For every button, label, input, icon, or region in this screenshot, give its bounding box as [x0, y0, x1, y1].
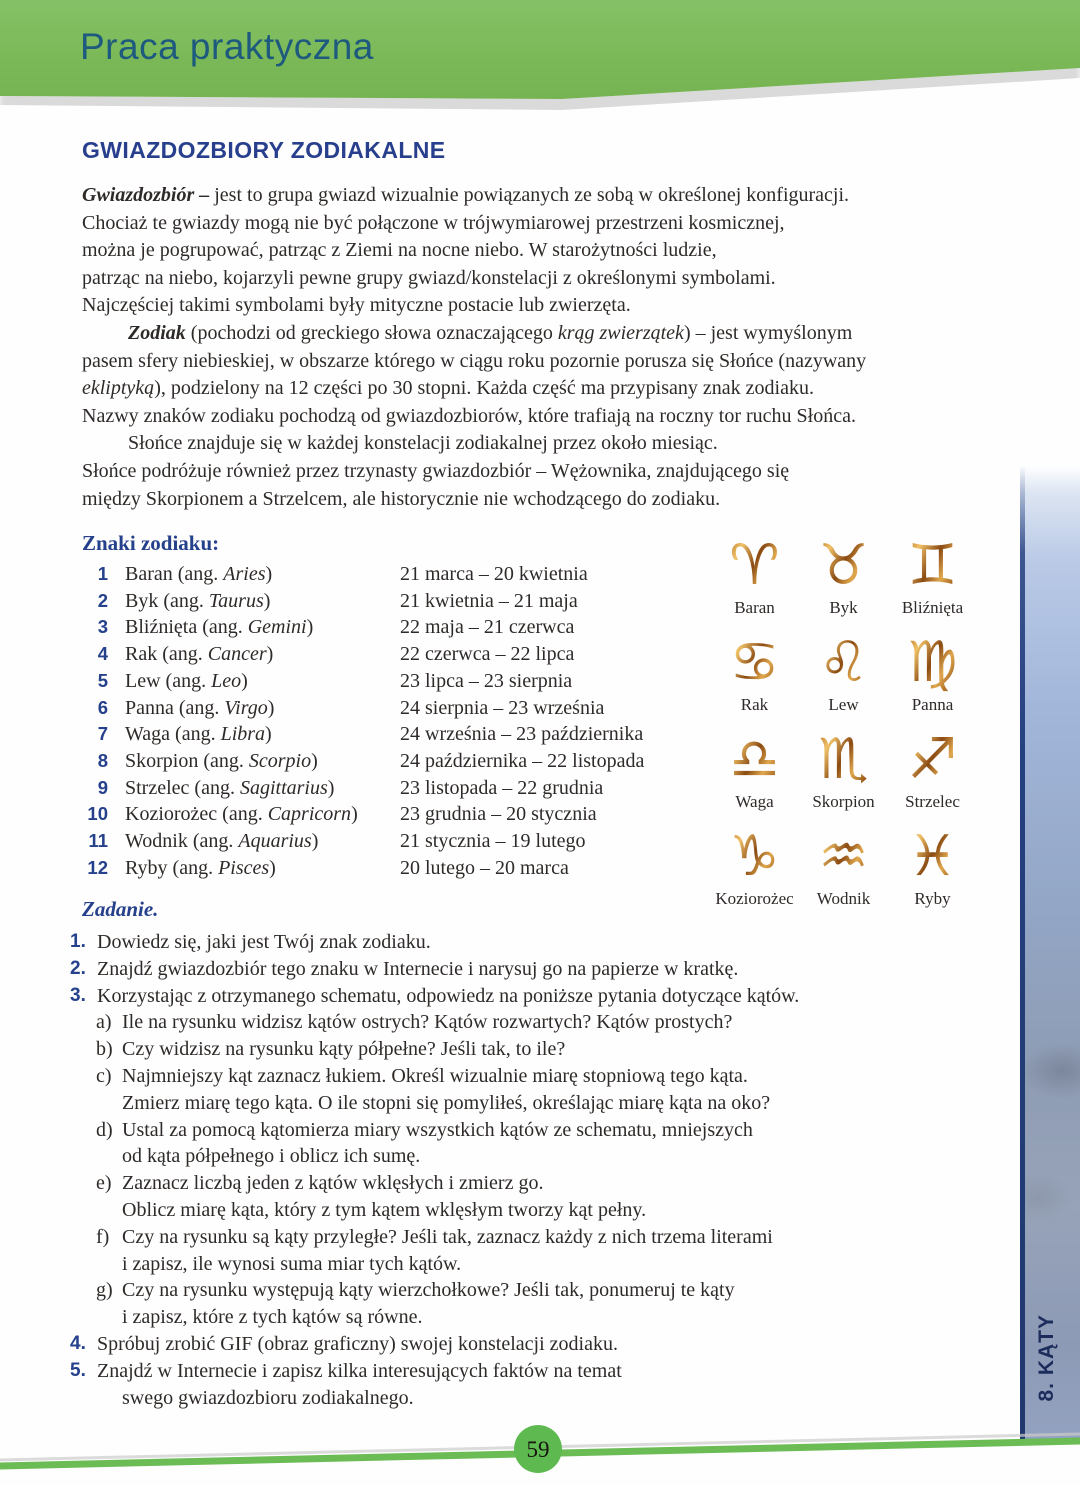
- sign-english-name: Scorpio: [248, 749, 312, 772]
- sign-date-range: 21 stycznia – 19 lutego: [400, 830, 586, 853]
- sign-name: Byk (ang. Taurus): [125, 589, 271, 612]
- task-list: [70, 929, 1010, 1411]
- text-line: [82, 292, 982, 320]
- sign-date-range: 20 lutego – 20 marca: [400, 856, 569, 879]
- sign-date-range: 21 kwietnia – 21 maja: [400, 589, 578, 612]
- task-item: [70, 1063, 1010, 1090]
- text-segment: można je pogrupować, patrząc z Ziemi na nocne niebo. W starożytności ludzie,: [82, 239, 717, 262]
- task-text: Oblicz miarę kąta, który z tym kątem wklęsłym tworzy kąt pełny.: [122, 1198, 647, 1221]
- task-item-continuation: [70, 1197, 1010, 1224]
- sign-row: [70, 748, 710, 775]
- task-text: Czy widzisz na rysunku kąty półpełne? Jeśli tak, to ile?: [122, 1038, 566, 1061]
- task-text: Korzystając z otrzymanego schematu, odpowiedz na poniższe pytania dotyczące kątów.: [97, 984, 800, 1007]
- task-item: [70, 1331, 1010, 1358]
- zodiac-cell-label: Bliźnięta: [901, 598, 964, 617]
- sign-date-range: 21 marca – 20 kwietnia: [400, 563, 588, 585]
- task-item: [70, 1170, 1010, 1197]
- text-segment: krąg zwierzątek: [557, 321, 684, 344]
- task-item-continuation: [70, 1304, 1010, 1331]
- task-text: i zapisz, które z tych kątów są równe.: [122, 1306, 423, 1329]
- zodiac-cell: [888, 714, 977, 811]
- task-marker: 5.: [70, 1359, 86, 1381]
- aquarius-symbol-icon: ♒: [818, 824, 869, 889]
- task-marker: 3.: [70, 984, 86, 1006]
- sign-name: Baran (ang. Aries): [125, 563, 273, 585]
- cancer-symbol-icon: ♋: [729, 630, 780, 695]
- sagittarius-symbol-icon: ♐: [907, 727, 958, 792]
- task-item: [70, 956, 1010, 983]
- sign-row: [70, 641, 710, 668]
- sign-english-name: Capricorn: [267, 803, 352, 826]
- page-header-title: Praca praktyczna: [80, 26, 374, 67]
- sign-date-range: 23 listopada – 22 grudnia: [400, 776, 604, 799]
- text-segment: ), podzielony na 12 części po 30 stopni. Każda część ma przypisany znak zodiaku.: [154, 377, 814, 400]
- task-marker: 1.: [70, 931, 86, 952]
- sign-english-name: Pisces: [218, 856, 270, 879]
- sign-name: Strzelec (ang. Sagittarius): [125, 776, 335, 799]
- sign-name: Wodnik (ang. Aquarius): [125, 830, 319, 853]
- task-item: [70, 1117, 1010, 1144]
- text-segment: Chociaż te gwiazdy mogą nie być połączone w trójwymiarowej przestrzeni kosmicznej,: [82, 211, 785, 234]
- sign-number: 6: [97, 696, 108, 718]
- sign-english-name: Cancer: [207, 643, 267, 666]
- sign-row: [70, 721, 710, 748]
- text-segment: (pochodzi od greckiego słowa oznaczającego: [185, 321, 558, 344]
- sign-date-range: 23 grudnia – 20 stycznia: [400, 803, 597, 826]
- task-text: od kąta półpełnego i oblicz ich sumę.: [122, 1145, 421, 1168]
- taurus-symbol-icon: ♉: [818, 533, 869, 598]
- text-segment: Słońce podróżuje również przez trzynasty gwiazdozbiór – Wężownika, znajdującego się: [82, 459, 790, 482]
- task-item-continuation: [70, 1385, 1010, 1412]
- text-segment: Najczęściej takimi symbolami były mityczne postacie lub zwierzęta.: [82, 294, 631, 317]
- task-text: Ile na rysunku widzisz kątów ostrych? Kątów rozwartych? Kątów prostych?: [122, 1011, 733, 1034]
- zodiac-cell: [888, 617, 977, 714]
- sign-date-range: 24 sierpnia – 23 września: [400, 696, 605, 719]
- task-text: Ustal za pomocą kątomierza miary wszystkich kątów ze schematu, mniejszych: [122, 1118, 753, 1141]
- sign-number: 9: [97, 776, 108, 798]
- sign-name: Panna (ang. Virgo): [125, 696, 275, 719]
- text-segment: Zodiak: [128, 321, 186, 344]
- text-line: [82, 430, 982, 458]
- sign-number: 2: [97, 589, 108, 611]
- sign-row: [70, 855, 710, 882]
- task-marker: f): [96, 1225, 110, 1248]
- task-text: Zaznacz liczbą jeden z kątów wklęsłych i zmierz go.: [122, 1172, 544, 1195]
- sign-number: 5: [97, 669, 108, 691]
- task-text: Zmierz miarę tego kąta. O ile stopni się pomyliłeś, określając miarę kąta na oko?: [122, 1091, 771, 1114]
- task-text: Znajdź gwiazdozbiór tego znaku w Internecie i narysuj go na papierze w kratkę.: [97, 957, 739, 980]
- task-item: [70, 983, 1010, 1010]
- sign-english-name: Libra: [220, 723, 266, 746]
- libra-symbol-icon: ♎: [729, 727, 780, 792]
- task-text: swego gwiazdozbioru zodiakalnego.: [122, 1386, 414, 1409]
- sign-english-name: Leo: [211, 669, 242, 692]
- sign-name: Lew (ang. Leo): [125, 669, 248, 692]
- zodiac-cell-label: Ryby: [914, 889, 951, 908]
- sign-english-name: Aries: [223, 563, 266, 585]
- task-text: Najmniejszy kąt zaznacz łukiem. Określ wizualnie miarę stopniową tego kąta.: [122, 1064, 748, 1087]
- sign-number: 8: [97, 749, 108, 771]
- sign-number: 11: [88, 830, 108, 852]
- sign-date-range: 23 lipca – 23 sierpnia: [400, 669, 573, 692]
- task-item-continuation: [70, 1251, 1010, 1278]
- zodiac-cell: [799, 811, 888, 908]
- sign-date-range: 24 października – 22 listopada: [400, 749, 645, 772]
- sign-name: Koziorożec (ang. Capricorn): [125, 803, 358, 826]
- sign-number: 7: [97, 723, 108, 745]
- zodiac-cell-label: Wodnik: [816, 889, 871, 908]
- text-segment: Nazwy znaków zodiaku pochodzą od gwiazdozbiorów, które trafiają na roczny tor ruchu Słońca.: [82, 404, 856, 427]
- task-text: i zapisz, ile wynosi suma miar tych kątów.: [122, 1252, 462, 1275]
- zodiac-cell-label: Rak: [740, 695, 769, 714]
- sign-english-name: Taurus: [208, 589, 264, 612]
- sign-number: 4: [97, 643, 108, 665]
- zodiac-cell: [888, 811, 977, 908]
- zodiac-cell-label: Baran: [734, 598, 775, 617]
- zodiac-symbol-grid: [710, 520, 978, 908]
- text-line: [82, 210, 982, 238]
- task-marker: e): [96, 1172, 112, 1195]
- sign-row: [70, 588, 710, 615]
- task-marker: 4.: [70, 1332, 86, 1354]
- task-item: [70, 1277, 1010, 1304]
- sign-date-range: 22 maja – 21 czerwca: [400, 616, 575, 639]
- text-line: [82, 265, 982, 293]
- zodiac-cell-label: Strzelec: [905, 792, 960, 811]
- task-item: [70, 1036, 1010, 1063]
- text-line: [82, 348, 982, 376]
- task-marker: a): [96, 1011, 112, 1034]
- zodiac-list-heading: Znaki zodiaku:: [82, 531, 220, 555]
- sign-english-name: Aquarius: [238, 830, 312, 853]
- sign-row: [70, 775, 710, 802]
- sign-english-name: Gemini: [247, 616, 307, 639]
- task-marker: c): [96, 1064, 112, 1087]
- zodiac-cell: [710, 617, 799, 714]
- text-segment: jest to grupa gwiazd wizualnie powiązanych ze sobą w określonej konfiguracji.: [209, 184, 850, 206]
- page-number: 59: [526, 1437, 550, 1462]
- task-marker: b): [96, 1038, 113, 1061]
- text-line: [82, 237, 982, 265]
- text-line: [82, 458, 982, 486]
- text-line: [82, 182, 982, 210]
- task-text: Czy na rysunku występują kąty wierzchołkowe? Jeśli tak, ponumeruj te kąty: [122, 1279, 735, 1302]
- sign-number: 3: [97, 616, 108, 638]
- sign-date-range: 22 czerwca – 22 lipca: [400, 643, 575, 666]
- text-line: [82, 486, 982, 514]
- sign-name: Bliźnięta (ang. Gemini): [125, 616, 314, 639]
- sign-number: 1: [97, 563, 108, 584]
- task-item-continuation: [70, 1143, 1010, 1170]
- text-segment: Gwiazdozbiór –: [82, 184, 210, 206]
- task-marker: 2.: [70, 957, 86, 979]
- sign-row: [70, 668, 710, 695]
- task-marker: d): [96, 1118, 113, 1141]
- zodiac-cell-label: Byk: [829, 598, 858, 617]
- text-segment: ) – jest wymyślonym: [683, 321, 853, 344]
- zodiac-cell-label: Panna: [911, 695, 954, 714]
- zodiac-cell-label: Skorpion: [812, 792, 875, 811]
- sign-english-name: Virgo: [224, 696, 268, 719]
- sign-name: Rak (ang. Cancer): [125, 643, 274, 666]
- sign-row: [70, 614, 710, 641]
- virgo-symbol-icon: ♍: [907, 630, 958, 695]
- scorpio-symbol-icon: ♏: [818, 727, 869, 792]
- task-text: Znajdź w Internecie i zapisz kilka interesujących faktów na temat: [97, 1359, 622, 1382]
- task-text: Spróbuj zrobić GIF (obraz graficzny) swojej konstelacji zodiaku.: [97, 1332, 618, 1355]
- sign-english-name: Sagittarius: [239, 776, 328, 799]
- task-item: [70, 1224, 1010, 1251]
- sign-row: [70, 695, 710, 722]
- task-marker: g): [96, 1279, 113, 1302]
- zodiac-cell: [799, 520, 888, 617]
- article-heading: GWIAZDOZBIORY ZODIAKALNE: [82, 137, 446, 163]
- text-segment: ekliptyką: [82, 377, 155, 400]
- page-footer: [0, 1420, 1080, 1485]
- text-segment: patrząc na niebo, kojarzyli pewne grupy gwiazd/konstelacji z określonymi symbolami.: [82, 266, 776, 289]
- sign-number: 12: [87, 856, 108, 878]
- sign-name: Skorpion (ang. Scorpio): [125, 749, 318, 772]
- text-segment: między Skorpionem a Strzelcem, ale historycznie nie wchodzącego do zodiaku.: [82, 487, 721, 510]
- zodiac-cell-label: Lew: [828, 695, 859, 714]
- text-line: [82, 320, 982, 348]
- chapter-tab: [1020, 465, 1080, 1442]
- text-segment: Słońce znajduje się w każdej konstelacji zodiakalnej przez około miesiąc.: [128, 432, 718, 455]
- zodiac-cell-label: Koziorożec: [715, 889, 794, 908]
- task-item: [70, 1358, 1010, 1385]
- leo-symbol-icon: ♌: [818, 630, 869, 695]
- intro-paragraphs: [82, 182, 982, 513]
- zodiac-cell: [710, 520, 799, 617]
- sign-number: 10: [87, 803, 108, 825]
- zodiac-sign-list: [70, 561, 710, 881]
- zodiac-cell: [799, 617, 888, 714]
- sign-row: [70, 828, 710, 855]
- sign-date-range: 24 września – 23 października: [400, 723, 644, 746]
- task-text: Dowiedz się, jaki jest Twój znak zodiaku.: [97, 931, 431, 953]
- zodiac-cell: [710, 811, 799, 908]
- text-line: [82, 375, 982, 403]
- capricorn-symbol-icon: ♑: [729, 824, 780, 889]
- sign-row: [70, 801, 710, 828]
- zodiac-cell: [888, 520, 977, 617]
- chapter-tab-label: 8. KĄTY: [1035, 1314, 1058, 1402]
- pisces-symbol-icon: ♓: [907, 824, 958, 889]
- text-line: [82, 403, 982, 431]
- text-segment: pasem sfery niebieskiej, w obszarze którego w ciągu roku pozornie porusza się Słońce (nazywany: [82, 349, 867, 372]
- task-item-continuation: [70, 1090, 1010, 1117]
- sign-row: [70, 561, 710, 588]
- sign-name: Waga (ang. Libra): [125, 723, 272, 746]
- task-section-heading: Zadanie.: [82, 897, 159, 921]
- sign-name: Ryby (ang. Pisces): [125, 856, 276, 879]
- task-item: [70, 1009, 1010, 1036]
- zodiac-cell: [799, 714, 888, 811]
- gemini-symbol-icon: ♊: [907, 533, 958, 598]
- task-item: [70, 929, 1010, 956]
- aries-symbol-icon: ♈: [729, 533, 780, 598]
- zodiac-cell: [710, 714, 799, 811]
- zodiac-cell-label: Waga: [735, 792, 774, 811]
- task-text: Czy na rysunku są kąty przyległe? Jeśli tak, zaznacz każdy z nich trzema literami: [122, 1225, 773, 1248]
